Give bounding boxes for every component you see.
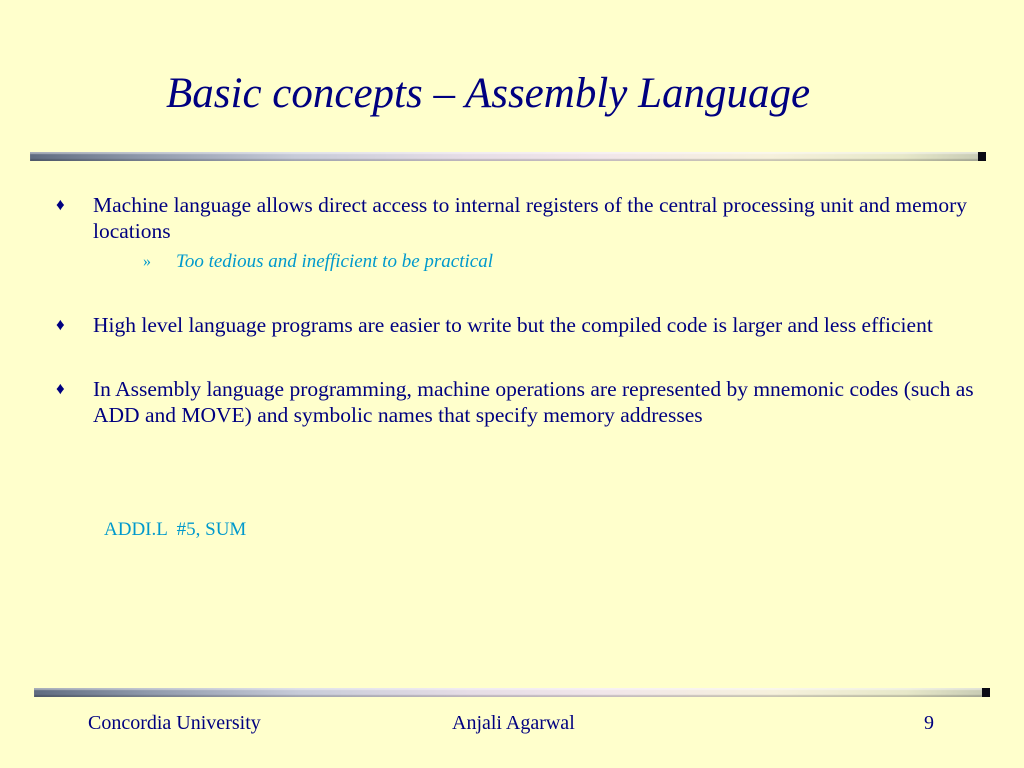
bullet-item-2 bbox=[54, 312, 984, 338]
bullet-item-1 bbox=[54, 192, 984, 274]
diamond-bullet-icon: ♦ bbox=[56, 379, 65, 398]
assembly-code-example: ADDI.L #5, SUM bbox=[104, 519, 247, 540]
diamond-bullet-icon: ♦ bbox=[56, 315, 65, 334]
bullet-text: In Assembly language programming, machine operations are represented by mnemonic codes (such as ADD and MOVE) and symbolic names that specify memory addresses bbox=[93, 377, 974, 427]
bullet-text: High level language programs are easier to write but the compiled code is larger and less efficient bbox=[93, 313, 933, 337]
page-number: 9 bbox=[924, 712, 934, 734]
bullet-item-3 bbox=[54, 376, 984, 428]
bullet-text: Machine language allows direct access to internal registers of the central processing unit and memory locations bbox=[93, 193, 968, 243]
double-chevron-bullet-icon: » bbox=[143, 253, 151, 270]
sub-bullet-item bbox=[143, 250, 984, 274]
sub-bullet-text: Too tedious and inefficient to be practical bbox=[176, 251, 493, 272]
footer-institution: Concordia University bbox=[88, 712, 261, 734]
diamond-bullet-icon: ♦ bbox=[56, 195, 65, 214]
slide-title: Basic concepts – Assembly Language bbox=[166, 70, 811, 117]
footer-divider bbox=[34, 688, 990, 697]
slide-body bbox=[54, 192, 984, 428]
title-divider bbox=[30, 152, 986, 161]
footer-author: Anjali Agarwal bbox=[452, 712, 575, 734]
